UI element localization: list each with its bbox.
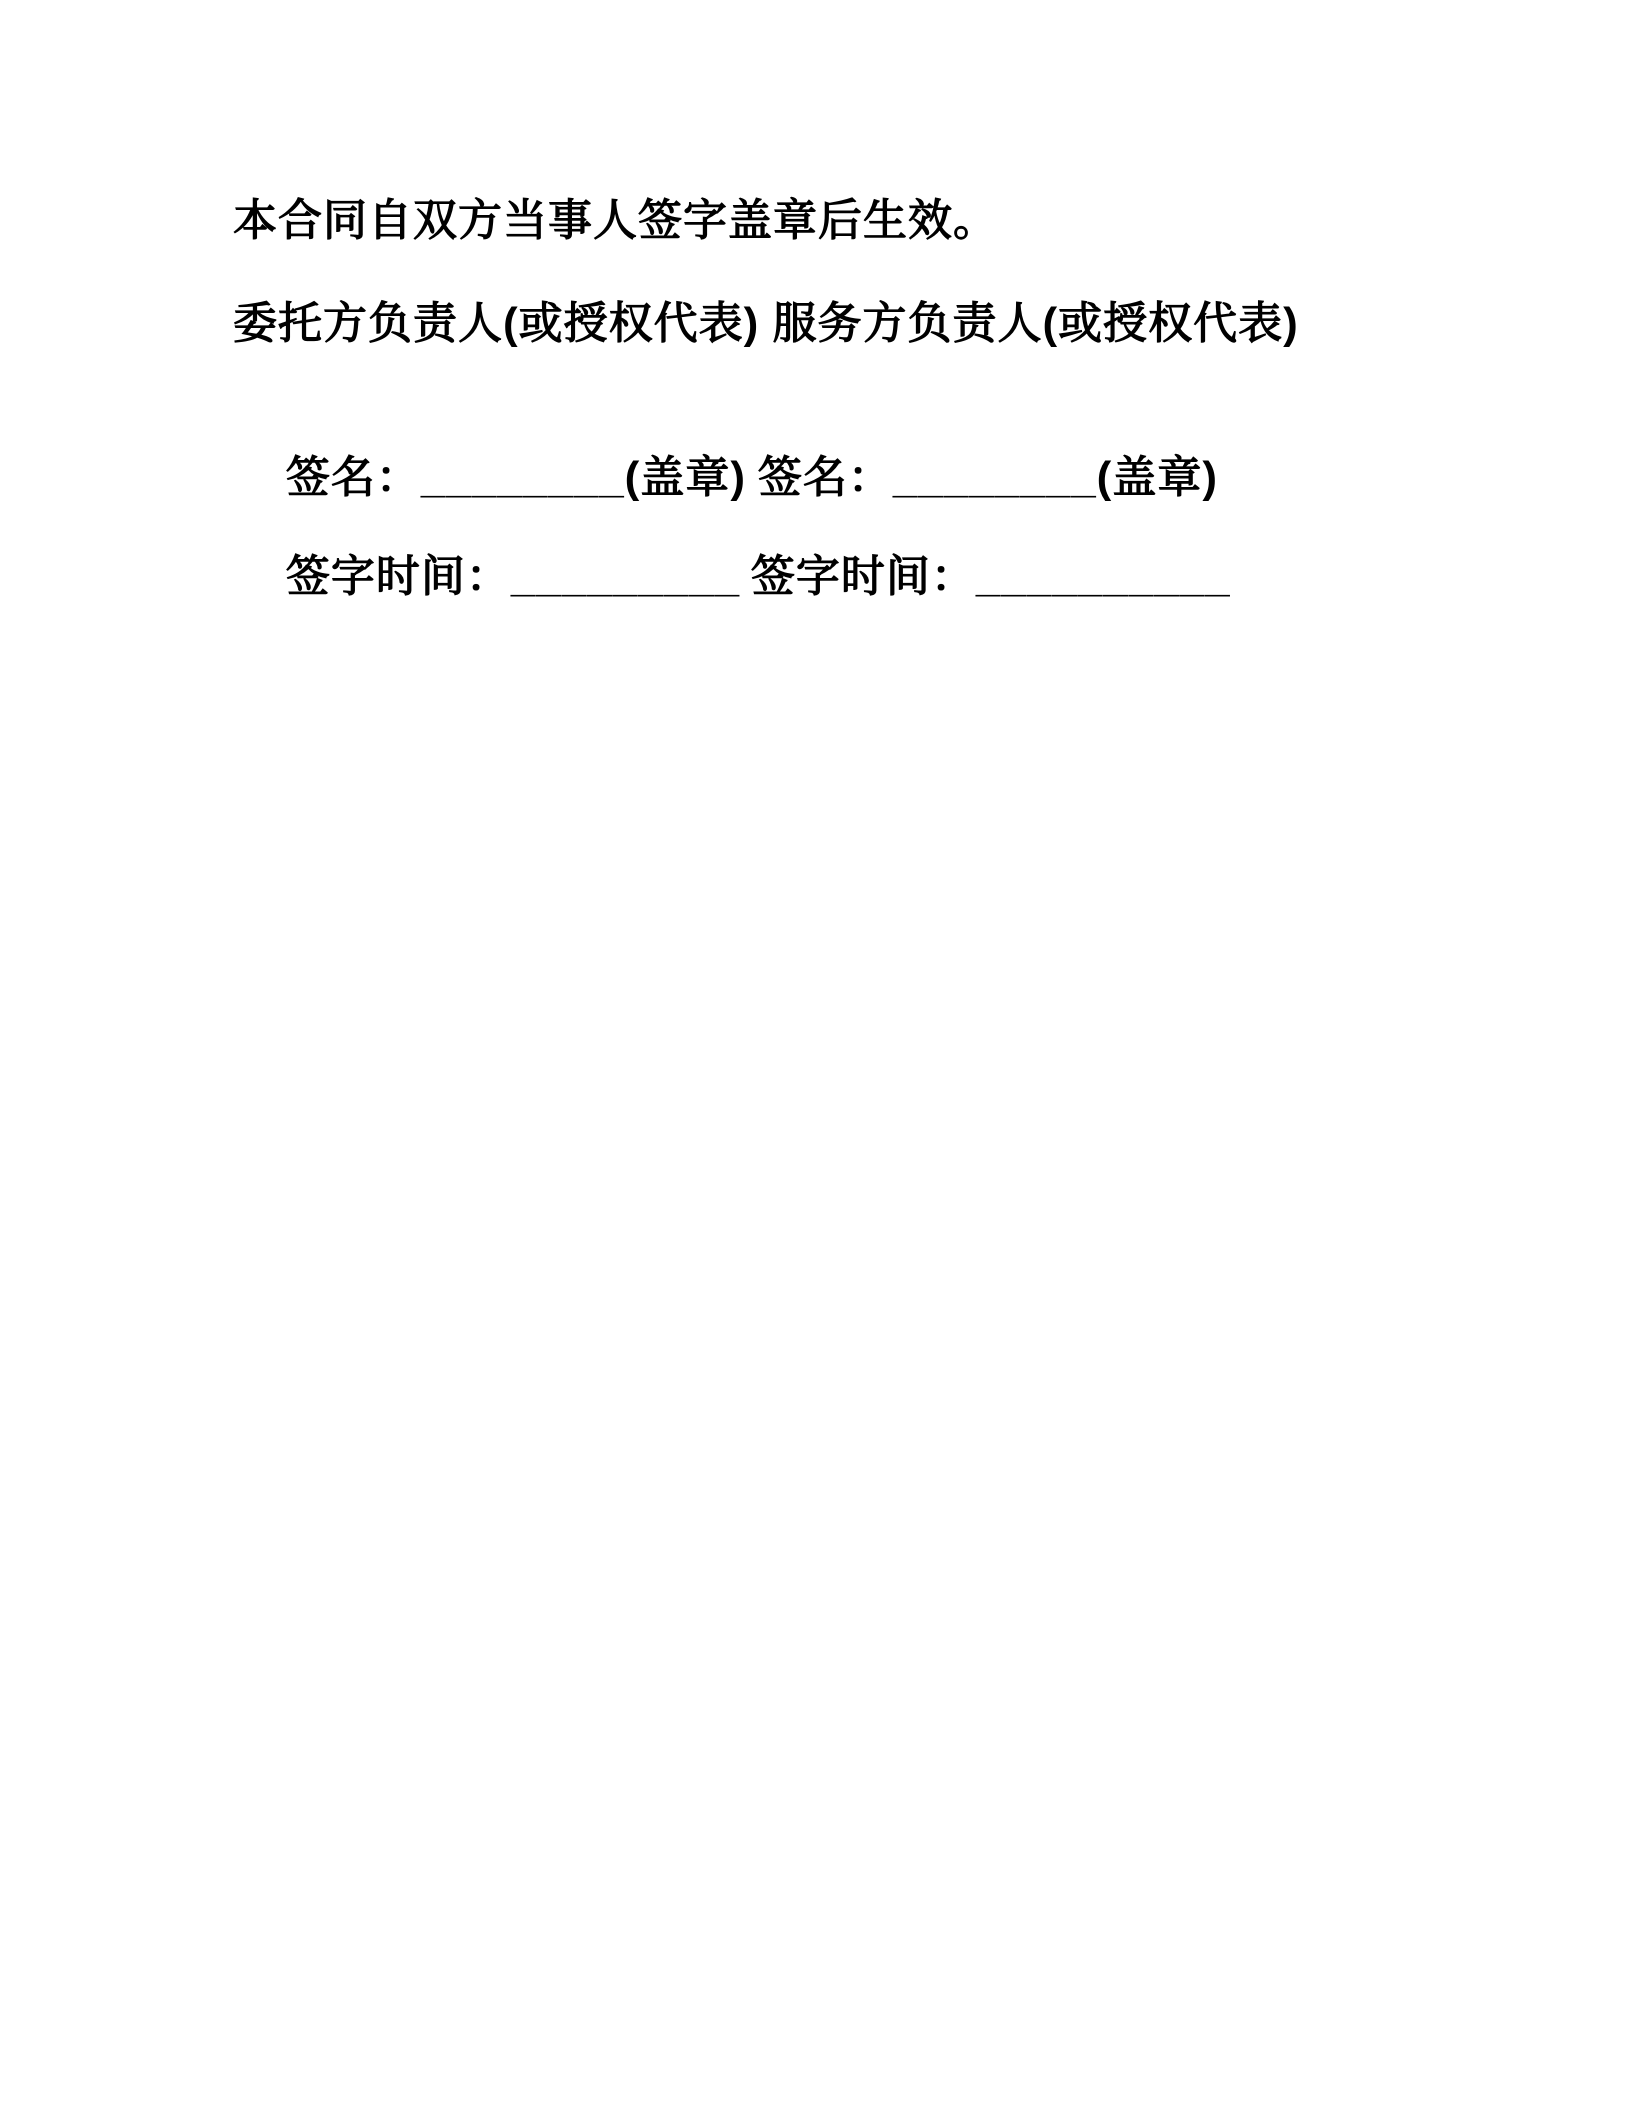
provider-signature-blank: 签名：________(盖章) — [757, 452, 1218, 502]
client-signing-date-blank: 签字时间：_________ — [285, 551, 741, 601]
parties-heading-text: 委托方负责人(或授权代表) 服务方负责人(或授权代表) — [233, 299, 1299, 348]
provider-signing-date-blank: 签字时间：__________ — [750, 551, 1231, 601]
effective-clause-text: 本合同自双方当事人签字盖章后生效。 — [233, 196, 998, 245]
client-signature-blank: 签名：________(盖章) — [285, 452, 746, 502]
signing-date-row — [233, 501, 1231, 653]
